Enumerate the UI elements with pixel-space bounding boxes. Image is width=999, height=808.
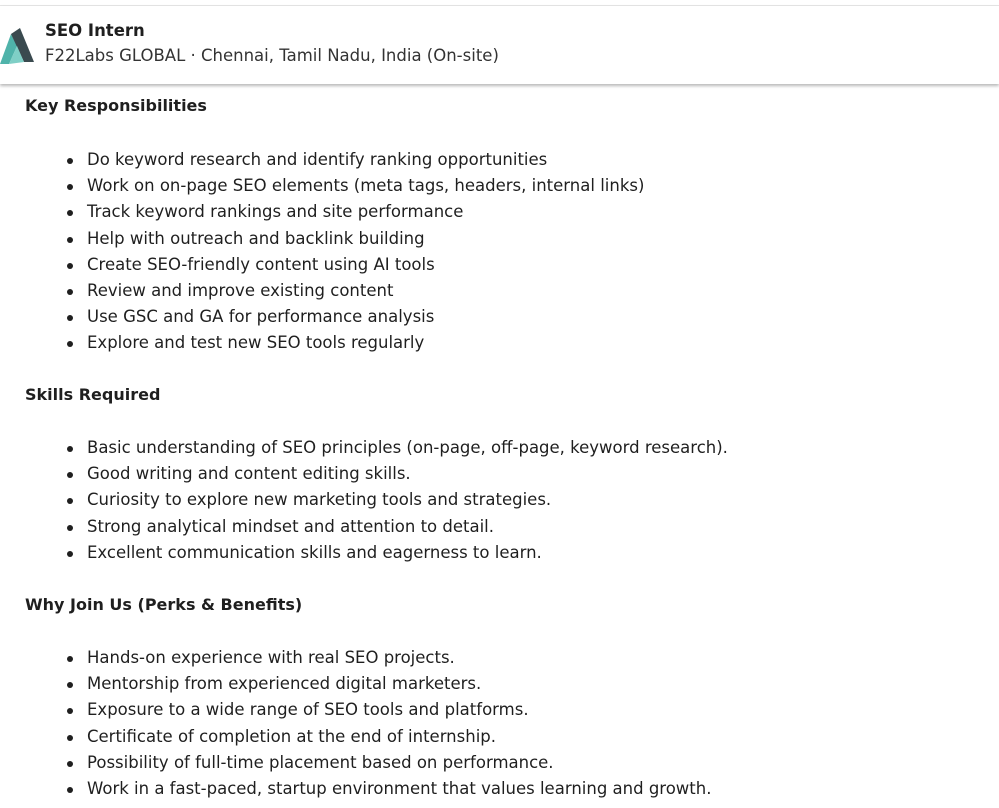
bullet-icon: [67, 341, 73, 347]
list-item: [0, 173, 644, 199]
list-item-text: Explore and test new SEO tools regularly: [87, 333, 425, 353]
list-item-text: Good writing and content editing skills.: [87, 464, 411, 484]
list-item-text: Do keyword research and identify ranking opportunities: [87, 150, 548, 169]
list-item: [0, 645, 711, 671]
job-description: [0, 84, 999, 808]
bullet-icon: [67, 184, 73, 190]
job-company-location: F22Labs GLOBAL · Chennai, Tamil Nadu, India (On-site): [45, 46, 499, 65]
bullet-icon: [67, 289, 73, 295]
bullet-icon: [67, 263, 73, 269]
list-item: [0, 776, 711, 802]
bullet-icon: [67, 735, 73, 741]
company-logo-icon[interactable]: [0, 28, 34, 64]
list-item: [0, 461, 728, 487]
bullet-icon: [67, 787, 73, 793]
list-item: [0, 540, 728, 566]
job-title[interactable]: SEO Intern: [45, 21, 145, 40]
list-item: [0, 278, 644, 304]
bullet-icon: [67, 498, 73, 504]
list-item: [0, 147, 644, 173]
list-item-text: Possibility of full-time placement based on performance.: [87, 752, 554, 772]
list-item: [0, 487, 728, 513]
list-item: [0, 330, 644, 356]
list-item: [0, 697, 711, 723]
list-item-text: Strong analytical mindset and attention to detail.: [87, 516, 495, 536]
bullet-icon: [67, 237, 73, 243]
list-item-text: Excellent communication skills and eagerness to learn.: [87, 542, 542, 562]
list-item: [0, 435, 728, 461]
list-item: [0, 514, 728, 540]
bullet-icon: [67, 472, 73, 478]
bullet-icon: [67, 656, 73, 662]
list-item-text: Help with outreach and backlink building: [87, 228, 425, 248]
list-item-text: Certificate of completion at the end of internship.: [87, 726, 496, 746]
list-item-text: Curiosity to explore new marketing tools and strategies.: [87, 490, 552, 510]
list-item-text: Review and improve existing content: [87, 280, 394, 300]
section-heading-perks: Why Join Us (Perks & Benefits): [25, 595, 303, 614]
list-item-text: Create SEO-friendly content using AI tools: [87, 254, 435, 274]
bullet-icon: [67, 158, 73, 164]
list-item-text: Use GSC and GA for performance analysis: [87, 307, 435, 327]
bullet-icon: [67, 682, 73, 688]
list-item-text: Work in a fast-paced, startup environment that values learning and growth.: [87, 778, 712, 798]
list-item: [0, 252, 644, 278]
list-item-text: Work on on-page SEO elements (meta tags, headers, internal links): [87, 176, 645, 196]
bullet-icon: [67, 551, 73, 557]
list-item-text: Exposure to a wide range of SEO tools and platforms.: [87, 700, 529, 720]
bullet-icon: [67, 315, 73, 321]
bullet-icon: [67, 761, 73, 767]
list-item-text: Track keyword rankings and site performance: [87, 202, 464, 222]
perks-list: [0, 645, 711, 802]
list-item: [0, 199, 644, 225]
list-item: [0, 226, 644, 252]
job-header: [0, 6, 999, 84]
list-item: [0, 724, 711, 750]
bullet-icon: [67, 525, 73, 531]
list-item: [0, 750, 711, 776]
responsibilities-list: [0, 147, 644, 357]
list-item-text: Mentorship from experienced digital marketers.: [87, 674, 482, 694]
bullet-icon: [67, 210, 73, 216]
section-heading-responsibilities: Key Responsibilities: [25, 96, 207, 115]
list-item: [0, 671, 711, 697]
section-heading-skills: Skills Required: [25, 385, 161, 404]
bullet-icon: [67, 446, 73, 452]
list-item-text: Basic understanding of SEO principles (on-page, off-page, keyword research).: [87, 438, 728, 457]
bullet-icon: [67, 708, 73, 714]
list-item: [0, 304, 644, 330]
list-item-text: Hands-on experience with real SEO projects.: [87, 648, 455, 667]
skills-list: [0, 435, 728, 566]
